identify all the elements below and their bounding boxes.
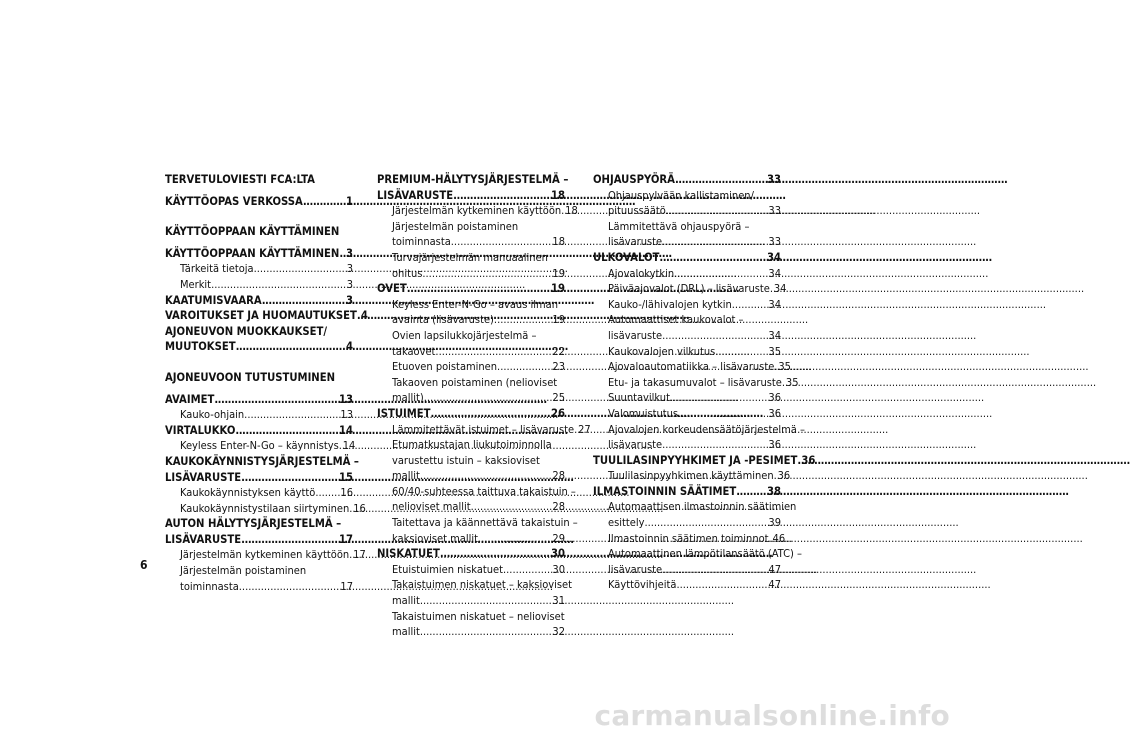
dot-leader (503, 562, 552, 578)
toc-entry-takaistuimen-niskatuet-kaksioviset (377, 577, 572, 593)
toc-entry-title: esittely (608, 516, 645, 530)
dot-leader (420, 468, 553, 484)
toc-page-number: 19 (550, 282, 565, 296)
dot-leader (494, 312, 552, 328)
toc-page-number: 39 (768, 516, 781, 530)
toc-entry-title: Etumatkustajan liukutoiminnolla (392, 438, 552, 452)
toc-entry-title: nelioviset mallit (392, 500, 471, 514)
toc-page-number: 34 (768, 328, 781, 342)
toc-heading-lisavaruste[interactable] (377, 188, 565, 204)
toc-entry-title: Järjestelmän kytkeminen käyttöön (180, 548, 350, 562)
toc-entry-automaattisen-ilmastoinnin-saatimien (593, 499, 797, 515)
toc-page-number: 16 (340, 486, 353, 500)
toc-entry-title: Automaattisen ilmastoinnin säätimien (608, 500, 797, 514)
toc-entry-title: NISKATUET (377, 547, 440, 561)
toc-page-number: 18 (552, 235, 565, 249)
toc-entry-ajovalojen-korkeudensaatojarjestelma (593, 422, 805, 438)
toc-column-2 (377, 172, 591, 640)
toc-entry-title: MUUTOKSET (165, 340, 236, 354)
toc-entry-title: ULKOVALOT (593, 250, 660, 264)
toc-entry-jarjestelman-poistaminen (377, 219, 565, 235)
toc-page-number: 17 (353, 548, 366, 562)
toc-entry-ajovaloautomatiikka-lisavaruste[interactable] (593, 359, 791, 375)
toc-entry-title: Automaattiset kaukovalot – (608, 313, 744, 327)
toc-page-number: 29 (552, 531, 565, 545)
dot-leader (339, 246, 346, 262)
toc-entry-pituussaato[interactable] (593, 203, 781, 219)
toc-entry-title: 60/40-suhteessa taittuva takaistuin – (392, 484, 576, 498)
toc-entry-etu-ja-takasumuvalot-lisavaruste[interactable] (593, 375, 799, 391)
toc-entry-title: Ajovaloautomatiikka – lisävaruste (608, 360, 775, 374)
toc-page-number: 4 (345, 340, 353, 354)
toc-entry-title: VIRTALUKKO (165, 423, 236, 437)
toc-entry-kayttovihjeita[interactable] (593, 577, 781, 593)
toc-page-number: 13 (340, 408, 353, 422)
toc-entry-title: takaovet (392, 344, 436, 358)
toc-entry-title: Valomuistutus (608, 406, 679, 420)
toc-entry-title: Kaukovalojen vilkutus (608, 344, 716, 358)
toc-entry-automaattinen-lampotilansaato-atc (593, 546, 802, 562)
toc-entry-title: AJONEUVOON TUTUSTUMINEN (165, 370, 336, 384)
dot-leader (666, 203, 769, 219)
toc-entry-lammitettava-ohjauspyora (593, 219, 781, 235)
dot-leader (497, 359, 552, 375)
toc-page-number: 16 (353, 501, 366, 515)
toc-entry-lisavaruste[interactable] (593, 328, 781, 344)
toc-heading-kaukokaynnistysjarjestelma (165, 454, 359, 470)
toc-entry-title: Kaukokäynnistyksen käyttö (180, 486, 316, 500)
dot-leader (662, 437, 768, 453)
toc-page-number: 17 (340, 579, 353, 593)
dot-leader (239, 579, 341, 595)
toc-heading-kayttooppaan-kayttaminen[interactable] (165, 246, 353, 262)
toc-entry-title: Järjestelmän poistaminen (392, 219, 519, 233)
toc-entry-keyless-enter-n-go-kaynnistys[interactable] (165, 438, 356, 454)
toc-entry-title: KÄYTTÖOPPAAN KÄYTTÄMINEN (165, 225, 340, 239)
toc-heading-lisavaruste[interactable] (165, 470, 353, 486)
toc-page-number: 15 (338, 470, 353, 484)
dot-leader (420, 593, 553, 609)
toc-entry-title: ISTUIMET (377, 406, 431, 420)
toc-heading-ulkovalot[interactable] (593, 250, 781, 266)
toc-page-number: 33 (768, 204, 781, 218)
dot-leader (471, 499, 553, 515)
toc-page-number: 33 (766, 173, 781, 186)
toc-entry-title: lisävaruste (608, 562, 663, 576)
toc-page-number: 26 (550, 406, 565, 420)
toc-heading-premium-halytysjarjestelma (377, 172, 569, 188)
toc-entry-jarjestelman-poistaminen (165, 563, 353, 579)
toc-page-number: 35 (778, 360, 791, 374)
toc-page-number: 23 (552, 360, 565, 374)
toc-entry-title: Keyless Enter-N-Go – avaus ilman (392, 297, 558, 311)
toc-page-number: 31 (552, 594, 565, 608)
toc-entry-title: Ajovalojen korkeudensäätöjärjestelmä – (608, 422, 805, 436)
toc-entry-title: AUTON HÄLYTYSJÄRJESTELMÄ – (165, 517, 342, 531)
toc-entry-title: Ohjauspylvään kallistaminen/ (608, 188, 754, 202)
toc-page-number: 19 (552, 313, 565, 327)
toc-page-number: 47 (768, 562, 781, 576)
toc-heading-kaatumisvaara[interactable] (165, 293, 353, 309)
toc-entry-title: Ilmastoinnin säätimen toiminnot (608, 531, 769, 545)
toc-entry-valomuistutus[interactable] (593, 406, 781, 422)
toc-entry-title: KÄYTTÖOPAS VERKOSSA (165, 194, 303, 208)
toc-page-number: 36 (768, 406, 781, 420)
toc-entry-varustettu-istuin-kaksioviset (377, 453, 565, 469)
toc-page-number: 3 (346, 262, 353, 276)
toc-entry-title: Keyless Enter-N-Go – käynnistys (180, 439, 339, 453)
toc-page-number: 30 (550, 547, 565, 561)
toc-page-number: 27 (578, 422, 591, 436)
toc-page-number: 3 (345, 293, 353, 307)
dot-leader (659, 250, 767, 266)
toc-page-number: 13 (338, 392, 353, 406)
dot-leader (431, 406, 551, 422)
toc-page-number: 18 (550, 188, 565, 202)
dot-leader (303, 194, 346, 210)
watermark: carmanualsonline.info (594, 699, 950, 732)
toc-heading-avaimet[interactable] (165, 392, 353, 408)
dot-leader (241, 532, 339, 548)
toc-entry-jarjestelman-kytkeminen-kayttoon[interactable] (377, 203, 578, 219)
toc-page-number: 36 (768, 438, 781, 452)
dot-leader (420, 624, 553, 640)
toc-entry-ovien-lapsilukkojarjestelma (377, 328, 565, 344)
dot-leader (644, 515, 768, 531)
toc-entry-kauko-ohjain[interactable] (165, 407, 353, 423)
dot-leader (244, 407, 340, 423)
toc-entry-lammitettavat-istuimet-lisavaruste[interactable] (377, 422, 591, 438)
toc-page-number: 36 (768, 391, 781, 405)
toc-entry-jarjestelman-kytkeminen-kayttoon[interactable] (165, 547, 366, 563)
dot-leader (732, 297, 769, 313)
toc-entry-lisavaruste[interactable] (593, 234, 781, 250)
toc-heading-auton-halytysjarjestelma (165, 516, 353, 532)
toc-entry-mallit[interactable] (377, 593, 565, 609)
toc-entry-title: mallit (392, 625, 420, 639)
toc-page-number: 35 (785, 375, 799, 389)
toc-page-number: 4 (360, 309, 368, 323)
toc-entry-title: lisävaruste (608, 438, 663, 452)
toc-heading-varoitukset-ja-huomautukset[interactable] (165, 308, 368, 324)
toc-page-number: 34 (773, 282, 787, 296)
dot-leader (262, 293, 346, 309)
dot-leader (451, 234, 553, 250)
toc-page-number: 34 (768, 266, 781, 280)
toc-entry-toiminnasta[interactable] (165, 579, 353, 595)
toc-entry-title: toiminnasta (392, 235, 451, 249)
toc-page-number: 3 (346, 277, 353, 291)
toc-heading-kayttoopas-verkossa[interactable] (165, 194, 353, 210)
toc-entry-title: PREMIUM-HÄLYTYSJÄRJESTELMÄ – (377, 173, 569, 186)
dot-leader (440, 546, 551, 562)
spacer (165, 355, 353, 370)
toc-entry-title: Lämmitettävä ohjauspyörä – (608, 219, 750, 233)
toc-page-number: 19 (552, 266, 565, 280)
dot-leader (478, 531, 552, 547)
toc-entry-automaattiset-kaukovalot (593, 312, 781, 328)
dot-leader (662, 328, 768, 344)
toc-entry-title: avainta (lisävaruste) (392, 313, 494, 327)
toc-entry-title: Etuoven poistaminen (392, 360, 498, 374)
dot-leader (236, 339, 346, 355)
toc-entry-etuoven-poistaminen[interactable] (377, 359, 565, 375)
toc-entry-takaistuimen-niskatuet-nelioviset (377, 609, 565, 625)
toc-page-number: 33 (768, 235, 781, 249)
toc-entry-title: Suuntavilkut (608, 391, 670, 405)
toc-entry-title: mallit (392, 469, 420, 483)
toc-entry-title: Ajovalokytkin (608, 266, 675, 280)
toc-page-number: 47 (768, 578, 781, 592)
toc-entry-title: Turvajärjestelmän manuaalinen (392, 250, 548, 264)
toc-heading-istuimet[interactable] (377, 406, 565, 422)
dot-leader (211, 277, 347, 293)
dot-leader (235, 423, 339, 439)
toc-page-number: 1 (345, 194, 353, 208)
toc-entry-title: LISÄVARUSTE (377, 188, 454, 202)
toc-entry-mallit[interactable] (377, 624, 565, 640)
toc-entry-kaukovalojen-vilkutus[interactable] (593, 344, 781, 360)
toc-entry-title: TERVETULOVIESTI FCA:LTA (165, 173, 315, 186)
toc-entry-title: AJONEUVON MUOKKAUKSET/ (165, 324, 328, 338)
toc-entry-title: pituussäätö (608, 204, 666, 218)
toc-entry-title: ILMASTOINNIN SÄÄTIMET (593, 484, 737, 498)
toc-entry-kauko-lahivalojen-kytkin[interactable] (593, 297, 781, 313)
toc-entry-title: KAUKOKÄYNNISTYSJÄRJESTELMÄ – (165, 454, 359, 468)
toc-entry-title: OHJAUSPYÖRÄ (593, 173, 675, 186)
toc-entry-kaukokaynnistystilaan-siirtyminen[interactable] (165, 501, 366, 517)
toc-entry-mallit[interactable] (377, 390, 565, 406)
toc-entry-title: Kauko-ohjain (180, 408, 245, 422)
toc-entry-title: toiminnasta (180, 579, 239, 593)
toc-entry-title: Tärkeitä tietoja (180, 262, 254, 276)
toc-page-number: 38 (766, 484, 781, 498)
toc-heading-kayttooppaan-kayttaminen (165, 224, 353, 240)
toc-entry-paivaajovalot-drl-lisavaruste[interactable] (593, 281, 787, 297)
toc-entry-turvajarjestelman-manuaalinen (377, 250, 565, 266)
toc-page-number: 28 (552, 500, 565, 514)
dot-leader (254, 261, 347, 277)
toc-entry-nelioviset-mallit[interactable] (377, 499, 565, 515)
toc-entry-suuntavilkut[interactable] (593, 390, 781, 406)
toc-entry-mallit[interactable] (377, 468, 565, 484)
toc-entry-title: Tuulilasinpyyhkimen käyttäminen (608, 469, 774, 483)
toc-entry-tuulilasinpyyhkimen-kayttaminen[interactable] (593, 468, 791, 484)
toc-entry-title: lisävaruste (608, 328, 663, 342)
toc-entry-lisavaruste[interactable] (593, 437, 781, 453)
dot-leader (453, 188, 551, 204)
dot-leader (407, 281, 551, 297)
toc-page-number: 36 (801, 453, 816, 467)
dot-leader (422, 266, 552, 282)
toc-entry-takaovet[interactable] (377, 344, 565, 360)
toc-entry-ilmastoinnin-saatimen-toiminnot[interactable] (593, 531, 786, 547)
toc-entry-ohitus[interactable] (377, 266, 565, 282)
toc-entry-tarkeita-tietoja[interactable] (165, 261, 353, 277)
dot-leader (715, 344, 768, 360)
toc-heading-virtalukko[interactable] (165, 423, 353, 439)
toc-entry-title: Automaattinen lämpötilansäätö (ATC) – (608, 547, 802, 561)
toc-entry-title: Käyttövihjeitä (608, 578, 677, 592)
dot-leader (736, 484, 767, 500)
toc-page-number: 46 (772, 531, 786, 545)
toc-entry-title: Merkit (180, 277, 212, 291)
toc-entry-keyless-enter-n-go-avaus-ilman (377, 297, 565, 313)
toc-heading-ohjauspyora[interactable] (593, 172, 781, 188)
toc-entry-60-40-suhteessa-taittuva-takaistuin (377, 484, 576, 500)
toc-entry-title: lisävaruste (608, 235, 663, 249)
toc-page-number: 32 (552, 625, 565, 639)
toc-heading-tuulilasinpyyhkimet-ja-pesimet[interactable] (593, 453, 816, 469)
toc-entry-title: Takaistuimen niskatuet – kaksioviset (392, 578, 572, 592)
toc-entry-title: Etuistuimien niskatuet (392, 562, 504, 576)
toc-page-number: 17 (338, 532, 353, 546)
toc-heading-lisavaruste[interactable] (165, 532, 353, 548)
toc-entry-kaksioviset-mallit[interactable] (377, 531, 565, 547)
toc-entry-title: LISÄVARUSTE (165, 470, 242, 484)
dot-leader (674, 266, 768, 282)
toc-column-3 (593, 172, 816, 593)
toc-entry-taitettava-ja-kaannettava-takaistuin (377, 515, 578, 531)
toc-page-number: 14 (342, 439, 356, 453)
toc-entry-avainta-lisavaruste[interactable] (377, 312, 565, 328)
toc-entry-title: VAROITUKSET JA HUOMAUTUKSET (165, 309, 357, 323)
toc-entry-lisavaruste[interactable] (593, 562, 781, 578)
toc-entry-title: KAATUMISVAARA (165, 293, 262, 307)
toc-entry-ohjauspylvaan-kallistaminen (593, 188, 781, 204)
toc-entry-merkit[interactable] (165, 277, 353, 293)
dot-leader (678, 406, 768, 422)
spacer (165, 209, 353, 224)
toc-heading-ajoneuvon-muokkaukset (165, 324, 353, 340)
dot-leader (676, 577, 768, 593)
dot-leader (670, 390, 768, 406)
toc-entry-title: mallit) (392, 391, 424, 405)
toc-entry-title: OVET (377, 282, 407, 296)
toc-entry-title: Takaoven poistaminen (nelioviset (392, 375, 558, 389)
toc-entry-title: Taitettava ja käännettävä takaistuin – (392, 516, 578, 530)
toc-heading-niskatuet[interactable] (377, 546, 565, 562)
dot-leader (675, 172, 767, 188)
toc-entry-title: Järjestelmän poistaminen (180, 564, 307, 578)
toc-heading-tervetuloviesti-fca-lta (165, 172, 353, 188)
dot-leader (662, 234, 768, 250)
toc-entry-ajovalokytkin[interactable] (593, 266, 781, 282)
toc-heading-ovet[interactable] (377, 281, 565, 297)
dot-leader (315, 485, 340, 501)
toc-entry-etuistuimien-niskatuet[interactable] (377, 562, 565, 578)
toc-page-number: 36 (777, 469, 791, 483)
toc-entry-title: Kauko-/lähivalojen kytkin (608, 297, 732, 311)
toc-page-number: 35 (768, 344, 781, 358)
toc-page-number: 22 (552, 344, 565, 358)
toc-page-number: 14 (338, 423, 353, 437)
toc-entry-title: LISÄVARUSTE (165, 532, 242, 546)
dot-leader (214, 392, 339, 408)
toc-entry-title: mallit (392, 594, 420, 608)
toc-entry-title: TUULILASINPYYHKIMET JA -PESIMET (593, 453, 798, 467)
toc-heading-ajoneuvoon-tutustuminen (165, 370, 353, 386)
toc-entry-title: Ovien lapsilukkojärjestelmä – (392, 328, 537, 342)
toc-page-number: 30 (552, 562, 565, 576)
dot-leader (662, 562, 768, 578)
page-number: 6 (140, 558, 148, 572)
toc-page-number: 34 (768, 297, 781, 311)
toc-entry-title: KÄYTTÖOPPAAN KÄYTTÄMINEN (165, 246, 340, 260)
toc-page-number: 3 (345, 246, 353, 260)
toc-entry-title: Kaukokäynnistystilaan siirtyminen (180, 501, 350, 515)
toc-entry-title: AVAIMET (165, 392, 215, 406)
toc-page-number: 18 (565, 204, 578, 218)
toc-entry-title: kaksioviset mallit (392, 531, 478, 545)
toc-entry-title: Takaistuimen niskatuet – nelioviset (392, 609, 565, 623)
toc-entry-title: varustettu istuin – kaksioviset (392, 453, 540, 467)
toc-heading-ilmastoinnin-saatimet[interactable] (593, 484, 781, 500)
toc-column-1 (165, 172, 368, 594)
toc-entry-title: Järjestelmän kytkeminen käyttöön (392, 204, 562, 218)
toc-entry-title: Etu- ja takasumuvalot – lisävaruste (608, 375, 782, 389)
toc-entry-esittely[interactable] (593, 515, 781, 531)
dot-leader (241, 470, 339, 486)
toc-page-number: 25 (552, 391, 565, 405)
toc-page-number: 34 (766, 250, 781, 264)
dot-leader (435, 344, 552, 360)
toc-entry-title: Lämmitettävät istuimet – lisävaruste (392, 422, 575, 436)
toc-entry-title: Päiväajovalot (DRL) – lisävaruste (608, 282, 770, 296)
toc-entry-toiminnasta[interactable] (377, 234, 565, 250)
toc-entry-takaoven-poistaminen-nelioviset (377, 375, 565, 391)
dot-leader (424, 390, 553, 406)
toc-entry-kaukokaynnistyksen-kaytto[interactable] (165, 485, 353, 501)
toc-entry-etumatkustajan-liukutoiminnolla (377, 437, 565, 453)
toc-entry-title: ohitus (392, 266, 423, 280)
toc-heading-muutokset[interactable] (165, 339, 353, 355)
toc-page-number: 28 (552, 469, 565, 483)
